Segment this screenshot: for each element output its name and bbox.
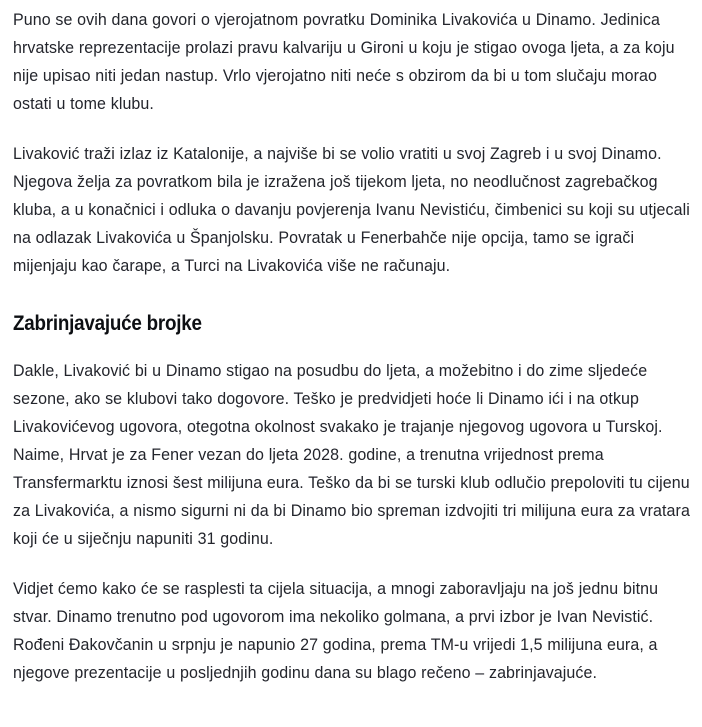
article-paragraph-4: Vidjet ćemo kako će se rasplesti ta cijela situacija, a mnogi zaboravljaju na još jednu bitnu stvar. Dinamo trenutno pod ugovorom ima nekoliko golmana, a prvi izbor je Ivan Nevistić. Rođeni Đakovčanin u srpnju je napunio 27 godina, prema TM-u vrijedi 1,5 milijuna eura, a njegove prezentacije u posljednjih godinu dana su blago rečeno – zabrinjavajuće. (13, 579, 659, 682)
article-body (0, 6, 702, 687)
article-paragraph-2: Livaković traži izlaz iz Katalonije, a najviše bi se volio vratiti u svoj Zagreb i u svoj Dinamo. Njegova želja za povratkom bila je izražena još tijekom ljeta, no neodlučnost zagrebačkog kluba, a u konačnici i odluka o davanju povjerenja Ivanu Nevistiću, čimbenici su koji su utjecali na odlazak Livakovića u Španjolsku. Povratak u Fenerbahče nije opcija, tamo se igrači mijenjaju kao čarape, a Turci na Livakovića više ne računaju. (13, 144, 690, 275)
article-subheading: Zabrinjavajuće brojke (13, 311, 202, 335)
article-paragraph-1: Puno se ovih dana govori o vjerojatnom povratku Dominika Livakovića u Dinamo. Jedinica hrvatske reprezentacije prolazi pravu kalvariju u Gironi u koju je stigao ovoga ljeta, a za koju nije upisao niti jedan nastup. Vrlo vjerojatno niti neće s obzirom da bi u tom slučaju morao ostati u tome klubu. (13, 10, 675, 113)
article-paragraph-3: Dakle, Livaković bi u Dinamo stigao na posudbu do ljeta, a možebitno i do zime sljedeće sezone, ako se klubovi tako dogovore. Teško je predvidjeti hoće li Dinamo ići i na otkup Livakovićevog ugovora, otegotna okolnost svakako je trajanje njegovog ugovora u Turskoj. Naime, Hrvat je za Fener vezan do ljeta 2028. godine, a trenutna vrijednost prema Transfermarktu iznosi šest milijuna eura. Teško da bi se turski klub odlučio prepoloviti tu cijenu za Livakovića, a nismo sigurni ni da bi Dinamo bio spreman izdvojiti tri milijuna eura za vratara koji će u siječnju napuniti 31 godinu. (13, 361, 690, 548)
